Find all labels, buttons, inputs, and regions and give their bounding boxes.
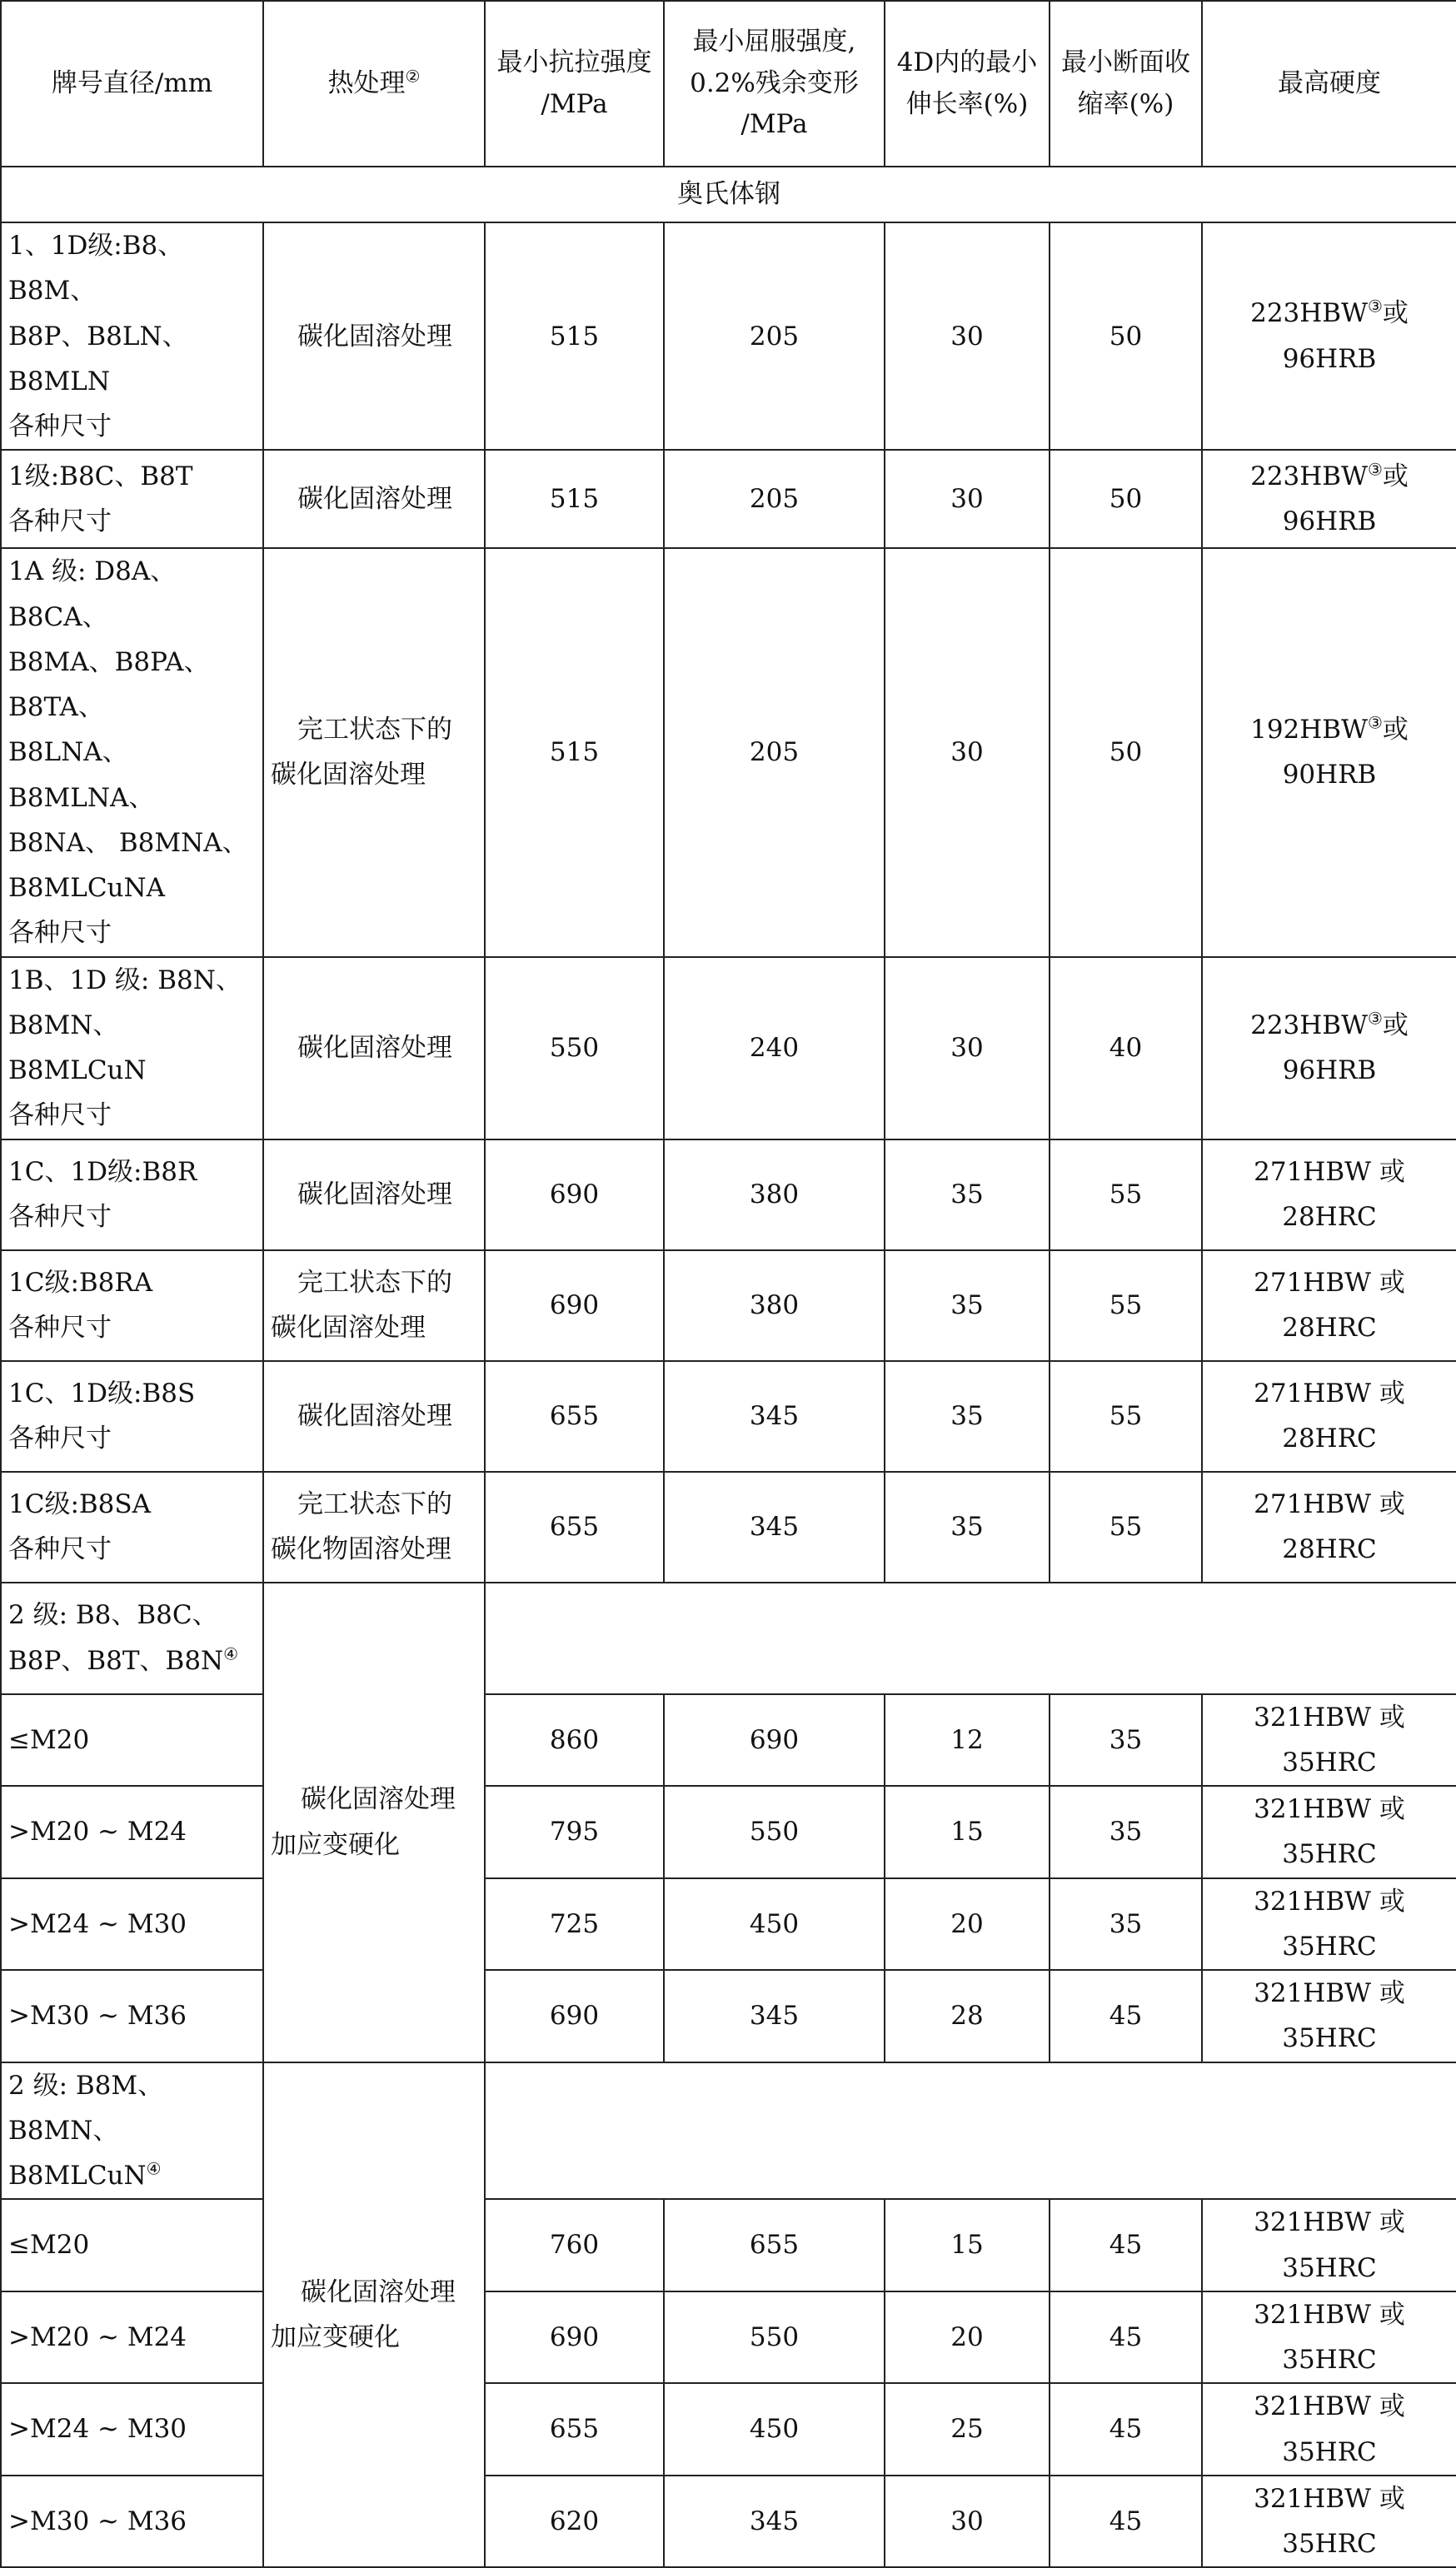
hardness-cell <box>1202 1250 1456 1361</box>
heat-treatment-cell <box>263 1583 485 2062</box>
elongation-cell: 15 <box>885 1786 1050 1878</box>
elongation-cell: 35 <box>885 1361 1050 1472</box>
elongation-cell: 12 <box>885 1694 1050 1787</box>
tensile-cell: 690 <box>485 1250 664 1361</box>
text-line: 完工状态下的 <box>297 1267 452 1298</box>
size-cell: >M20 ~ M24 <box>1 2291 263 2384</box>
text-line: 各种尺寸 <box>8 1313 112 1343</box>
tensile-cell: 655 <box>485 2383 664 2476</box>
elongation-cell: 15 <box>885 2199 1050 2291</box>
elongation-cell: 20 <box>885 1878 1050 1971</box>
tensile-cell: 550 <box>485 957 664 1139</box>
hardness-cell: 321HBW 或 35HRC <box>1202 2383 1456 2476</box>
text-line: 1级:B8C、B8T <box>8 461 193 491</box>
text-line: B8LNA、 B8MLNA、 <box>8 737 155 813</box>
text-line: 1C、1D级:B8R <box>8 1156 197 1187</box>
text-line: 加应变硬化 <box>271 2321 400 2352</box>
area-reduction-cell: 40 <box>1050 957 1202 1139</box>
text-line: B8MA、B8PA、B8TA、 <box>8 646 210 722</box>
area-reduction-cell: 55 <box>1050 1250 1202 1361</box>
group-title-text: B8MLCuN <box>8 2161 147 2191</box>
table-row <box>1 1970 1456 2062</box>
footnote-2: ② <box>405 67 421 87</box>
table-row <box>1 1878 1456 1971</box>
text-line: 各种尺寸 <box>8 1534 112 1564</box>
size-cell: >M24 ~ M30 <box>1 1878 263 1971</box>
hardness-value: 271HBW 或 28HRC <box>1254 1267 1405 1343</box>
grade-cell <box>1 222 263 450</box>
heat-treatment-cell <box>263 548 485 956</box>
footnote-4: ④ <box>223 1643 239 1664</box>
table-row <box>1 548 1456 956</box>
hardness-alt-value: 或96HRB <box>1282 298 1409 374</box>
yield-cell: 450 <box>664 1878 885 1971</box>
yield-cell: 380 <box>664 1250 885 1361</box>
table-row <box>1 1139 1456 1250</box>
text-line: 1C级:B8RA <box>8 1267 153 1298</box>
elongation-cell: 30 <box>885 222 1050 450</box>
table-row <box>1 1786 1456 1878</box>
text-line: 1、1D级:B8、B8M、 <box>8 231 184 307</box>
hardness-value: 192HBW <box>1250 715 1368 745</box>
text-line: 各种尺寸 <box>8 1424 112 1454</box>
text-line <box>8 2153 256 2198</box>
footnote-3: ③ <box>1367 297 1383 317</box>
hardness-cell <box>1202 222 1456 450</box>
text-line: 1B、1D 级: B8N、 <box>8 965 242 995</box>
text-line <box>8 2063 256 2154</box>
elongation-cell: 30 <box>885 450 1050 548</box>
size-cell: ≤M20 <box>1 2199 263 2291</box>
group-title-cell <box>1 2062 263 2200</box>
hardness-value: 271HBW 或 28HRC <box>1254 1156 1405 1232</box>
table-row <box>1 2291 1456 2384</box>
hardness-cell <box>1202 548 1456 956</box>
text-line: 完工状态下的 <box>297 715 452 745</box>
elongation-cell: 30 <box>885 2476 1050 2568</box>
text-line: 各种尺寸 <box>8 918 112 949</box>
area-reduction-cell: 45 <box>1050 2291 1202 2384</box>
hardness-value: 271HBW 或 28HRC <box>1254 1488 1405 1564</box>
header-yield: 最小屈服强度, 0.2%残余变形 /MPa <box>664 1 885 167</box>
yield-cell: 550 <box>664 1786 885 1878</box>
tensile-cell: 655 <box>485 1472 664 1583</box>
group-title-cell <box>1 1583 263 1694</box>
hardness-cell: 321HBW 或 35HRC <box>1202 2291 1456 2384</box>
hardness-cell <box>1202 450 1456 548</box>
heat-treatment-cell <box>263 1472 485 1583</box>
tensile-cell: 760 <box>485 2199 664 2291</box>
table-row <box>1 2476 1456 2568</box>
table-row <box>1 957 1456 1139</box>
tensile-cell: 725 <box>485 1878 664 1971</box>
tensile-cell: 515 <box>485 548 664 956</box>
text-line: 碳化固溶处理 <box>297 1400 452 1431</box>
footnote-4: ④ <box>146 2158 162 2179</box>
tensile-cell: 690 <box>485 2291 664 2384</box>
elongation-cell: 35 <box>885 1250 1050 1361</box>
empty-cell <box>485 2062 1456 2200</box>
text-line: 各种尺寸 <box>8 411 112 441</box>
hardness-cell: 321HBW 或 35HRC <box>1202 2476 1456 2568</box>
group-title-text: 2 级: B8M、B8MN、 <box>8 2070 164 2146</box>
yield-cell: 205 <box>664 222 885 450</box>
yield-cell: 450 <box>664 2383 885 2476</box>
table-row <box>1 2199 1456 2291</box>
header-tensile: 最小抗拉强度 /MPa <box>485 1 664 167</box>
text-line: 碳化固溶处理 <box>271 1313 426 1343</box>
area-reduction-cell: 50 <box>1050 450 1202 548</box>
area-reduction-cell: 35 <box>1050 1786 1202 1878</box>
table-row <box>1 1250 1456 1361</box>
hardness-value: 223HBW <box>1250 298 1368 329</box>
tensile-cell: 690 <box>485 1139 664 1250</box>
heat-treatment-cell <box>263 1250 485 1361</box>
hardness-value: 223HBW <box>1250 461 1368 491</box>
elongation-cell: 35 <box>885 1139 1050 1250</box>
text-line: 碳化物固溶处理 <box>271 1534 451 1564</box>
area-reduction-cell: 50 <box>1050 222 1202 450</box>
elongation-cell: 30 <box>885 957 1050 1139</box>
hardness-cell: 321HBW 或 35HRC <box>1202 1694 1456 1787</box>
hardness-cell <box>1202 1472 1456 1583</box>
hardness-cell: 321HBW 或 35HRC <box>1202 1970 1456 2062</box>
header-hardness: 最高硬度 <box>1202 1 1456 167</box>
table-row <box>1 1694 1456 1787</box>
area-reduction-cell: 55 <box>1050 1472 1202 1583</box>
text-line: 碳化固溶处理 <box>271 760 426 790</box>
header-grade: 牌号直径/mm <box>1 1 263 167</box>
group-title-text: B8P、B8T、B8N <box>8 1645 224 1676</box>
yield-cell: 345 <box>664 2476 885 2568</box>
yield-cell: 205 <box>664 450 885 548</box>
hardness-cell <box>1202 1361 1456 1472</box>
text-line: 1C级:B8SA <box>8 1488 152 1519</box>
size-cell: ≤M20 <box>1 1694 263 1787</box>
grade-cell <box>1 1361 263 1472</box>
tensile-cell: 690 <box>485 1970 664 2062</box>
group-title-row <box>1 1583 1456 1694</box>
header-heat-treatment: 热处理② <box>263 1 485 167</box>
elongation-cell: 25 <box>885 2383 1050 2476</box>
text-line: 碳化固溶处理 <box>297 1179 452 1209</box>
text-line: 碳化固溶处理 <box>297 484 452 515</box>
text-line: 各种尺寸 <box>8 1202 112 1232</box>
area-reduction-cell: 45 <box>1050 2383 1202 2476</box>
heat-treatment-cell <box>263 1139 485 1250</box>
table-row <box>1 450 1456 548</box>
yield-cell: 345 <box>664 1361 885 1472</box>
hardness-alt-value: 或96HRB <box>1282 1010 1409 1085</box>
text-line: B8MN、B8MLCuN <box>8 1010 147 1085</box>
tensile-cell: 515 <box>485 222 664 450</box>
area-reduction-cell: 55 <box>1050 1361 1202 1472</box>
size-cell: >M30 ~ M36 <box>1 2476 263 2568</box>
footnote-3: ③ <box>1367 712 1383 733</box>
area-reduction-cell: 45 <box>1050 1970 1202 2062</box>
text-line: 碳化固溶处理 <box>297 321 452 352</box>
elongation-cell: 28 <box>885 1970 1050 2062</box>
elongation-cell: 35 <box>885 1472 1050 1583</box>
hardness-cell: 321HBW 或 35HRC <box>1202 1786 1456 1878</box>
table-row <box>1 2383 1456 2476</box>
text-line: 1C、1D级:B8S <box>8 1378 196 1409</box>
text-line: 1A 级: D8A、B8CA、 <box>8 556 177 632</box>
heat-treatment-cell <box>263 222 485 450</box>
grade-cell <box>1 1472 263 1583</box>
table-row <box>1 1472 1456 1583</box>
tensile-cell: 620 <box>485 2476 664 2568</box>
text-line: B8P、B8LN、B8MLN <box>8 321 188 396</box>
elongation-cell: 20 <box>885 2291 1050 2384</box>
area-reduction-cell: 45 <box>1050 2199 1202 2291</box>
text-line: 碳化固溶处理 <box>301 2276 456 2307</box>
yield-cell: 240 <box>664 957 885 1139</box>
size-cell: >M20 ~ M24 <box>1 1786 263 1878</box>
yield-cell: 205 <box>664 548 885 956</box>
area-reduction-cell: 50 <box>1050 548 1202 956</box>
grade-cell <box>1 1250 263 1361</box>
hardness-cell: 321HBW 或 35HRC <box>1202 1878 1456 1971</box>
text-line: B8MLCuNA <box>8 873 166 903</box>
text-line: 碳化固溶处理 <box>297 1032 452 1063</box>
grade-cell <box>1 450 263 548</box>
heat-treatment-cell <box>263 957 485 1139</box>
text-line: 各种尺寸 <box>8 1100 112 1131</box>
table-row <box>1 1361 1456 1472</box>
header-elongation: 4D内的最小 伸长率(%) <box>885 1 1050 167</box>
grade-cell <box>1 957 263 1139</box>
tensile-cell: 860 <box>485 1694 664 1787</box>
yield-cell: 690 <box>664 1694 885 1787</box>
group-title-row <box>1 2062 1456 2200</box>
header-area-reduction: 最小断面收 缩率(%) <box>1050 1 1202 167</box>
text-line: 各种尺寸 <box>8 506 112 537</box>
heat-treatment-cell <box>263 1361 485 1472</box>
yield-cell: 345 <box>664 1472 885 1583</box>
tensile-cell: 795 <box>485 1786 664 1878</box>
text-line: B8NA、 B8MNA、 <box>8 827 248 858</box>
text-line: 碳化固溶处理 <box>301 1784 456 1815</box>
text-line <box>8 1638 256 1683</box>
footnote-3: ③ <box>1367 1008 1383 1029</box>
hardness-value: 223HBW <box>1250 1010 1368 1040</box>
hardness-cell <box>1202 1139 1456 1250</box>
hardness-cell: 321HBW 或 35HRC <box>1202 2199 1456 2291</box>
heat-treatment-cell <box>263 450 485 548</box>
size-cell: >M30 ~ M36 <box>1 1970 263 2062</box>
area-reduction-cell: 45 <box>1050 2476 1202 2568</box>
header-row <box>1 1 1456 167</box>
area-reduction-cell: 35 <box>1050 1878 1202 1971</box>
footnote-3: ③ <box>1367 459 1383 480</box>
heat-treatment-cell <box>263 2062 485 2568</box>
text-line: 加应变硬化 <box>271 1829 400 1860</box>
yield-cell: 655 <box>664 2199 885 2291</box>
area-reduction-cell: 55 <box>1050 1139 1202 1250</box>
table-row <box>1 222 1456 450</box>
size-cell: >M24 ~ M30 <box>1 2383 263 2476</box>
tensile-cell: 515 <box>485 450 664 548</box>
text-line: 完工状态下的 <box>297 1488 452 1519</box>
hardness-value: 271HBW 或 28HRC <box>1254 1378 1405 1454</box>
area-reduction-cell: 35 <box>1050 1694 1202 1787</box>
yield-cell: 550 <box>664 2291 885 2384</box>
section-title: 奥氏体钢 <box>1 167 1456 222</box>
text-line <box>8 1593 256 1638</box>
yield-cell: 380 <box>664 1139 885 1250</box>
empty-cell <box>485 1583 1456 1694</box>
tensile-cell: 655 <box>485 1361 664 1472</box>
yield-cell: 345 <box>664 1970 885 2062</box>
grade-cell <box>1 548 263 956</box>
section-row <box>1 167 1456 222</box>
group-title-text: 2 级: B8、B8C、 <box>8 1600 218 1631</box>
grade-cell <box>1 1139 263 1250</box>
hardness-alt-value: 或90HRB <box>1282 715 1409 790</box>
elongation-cell: 30 <box>885 548 1050 956</box>
hardness-cell <box>1202 957 1456 1139</box>
hardness-alt-value: 或96HRB <box>1282 461 1409 537</box>
